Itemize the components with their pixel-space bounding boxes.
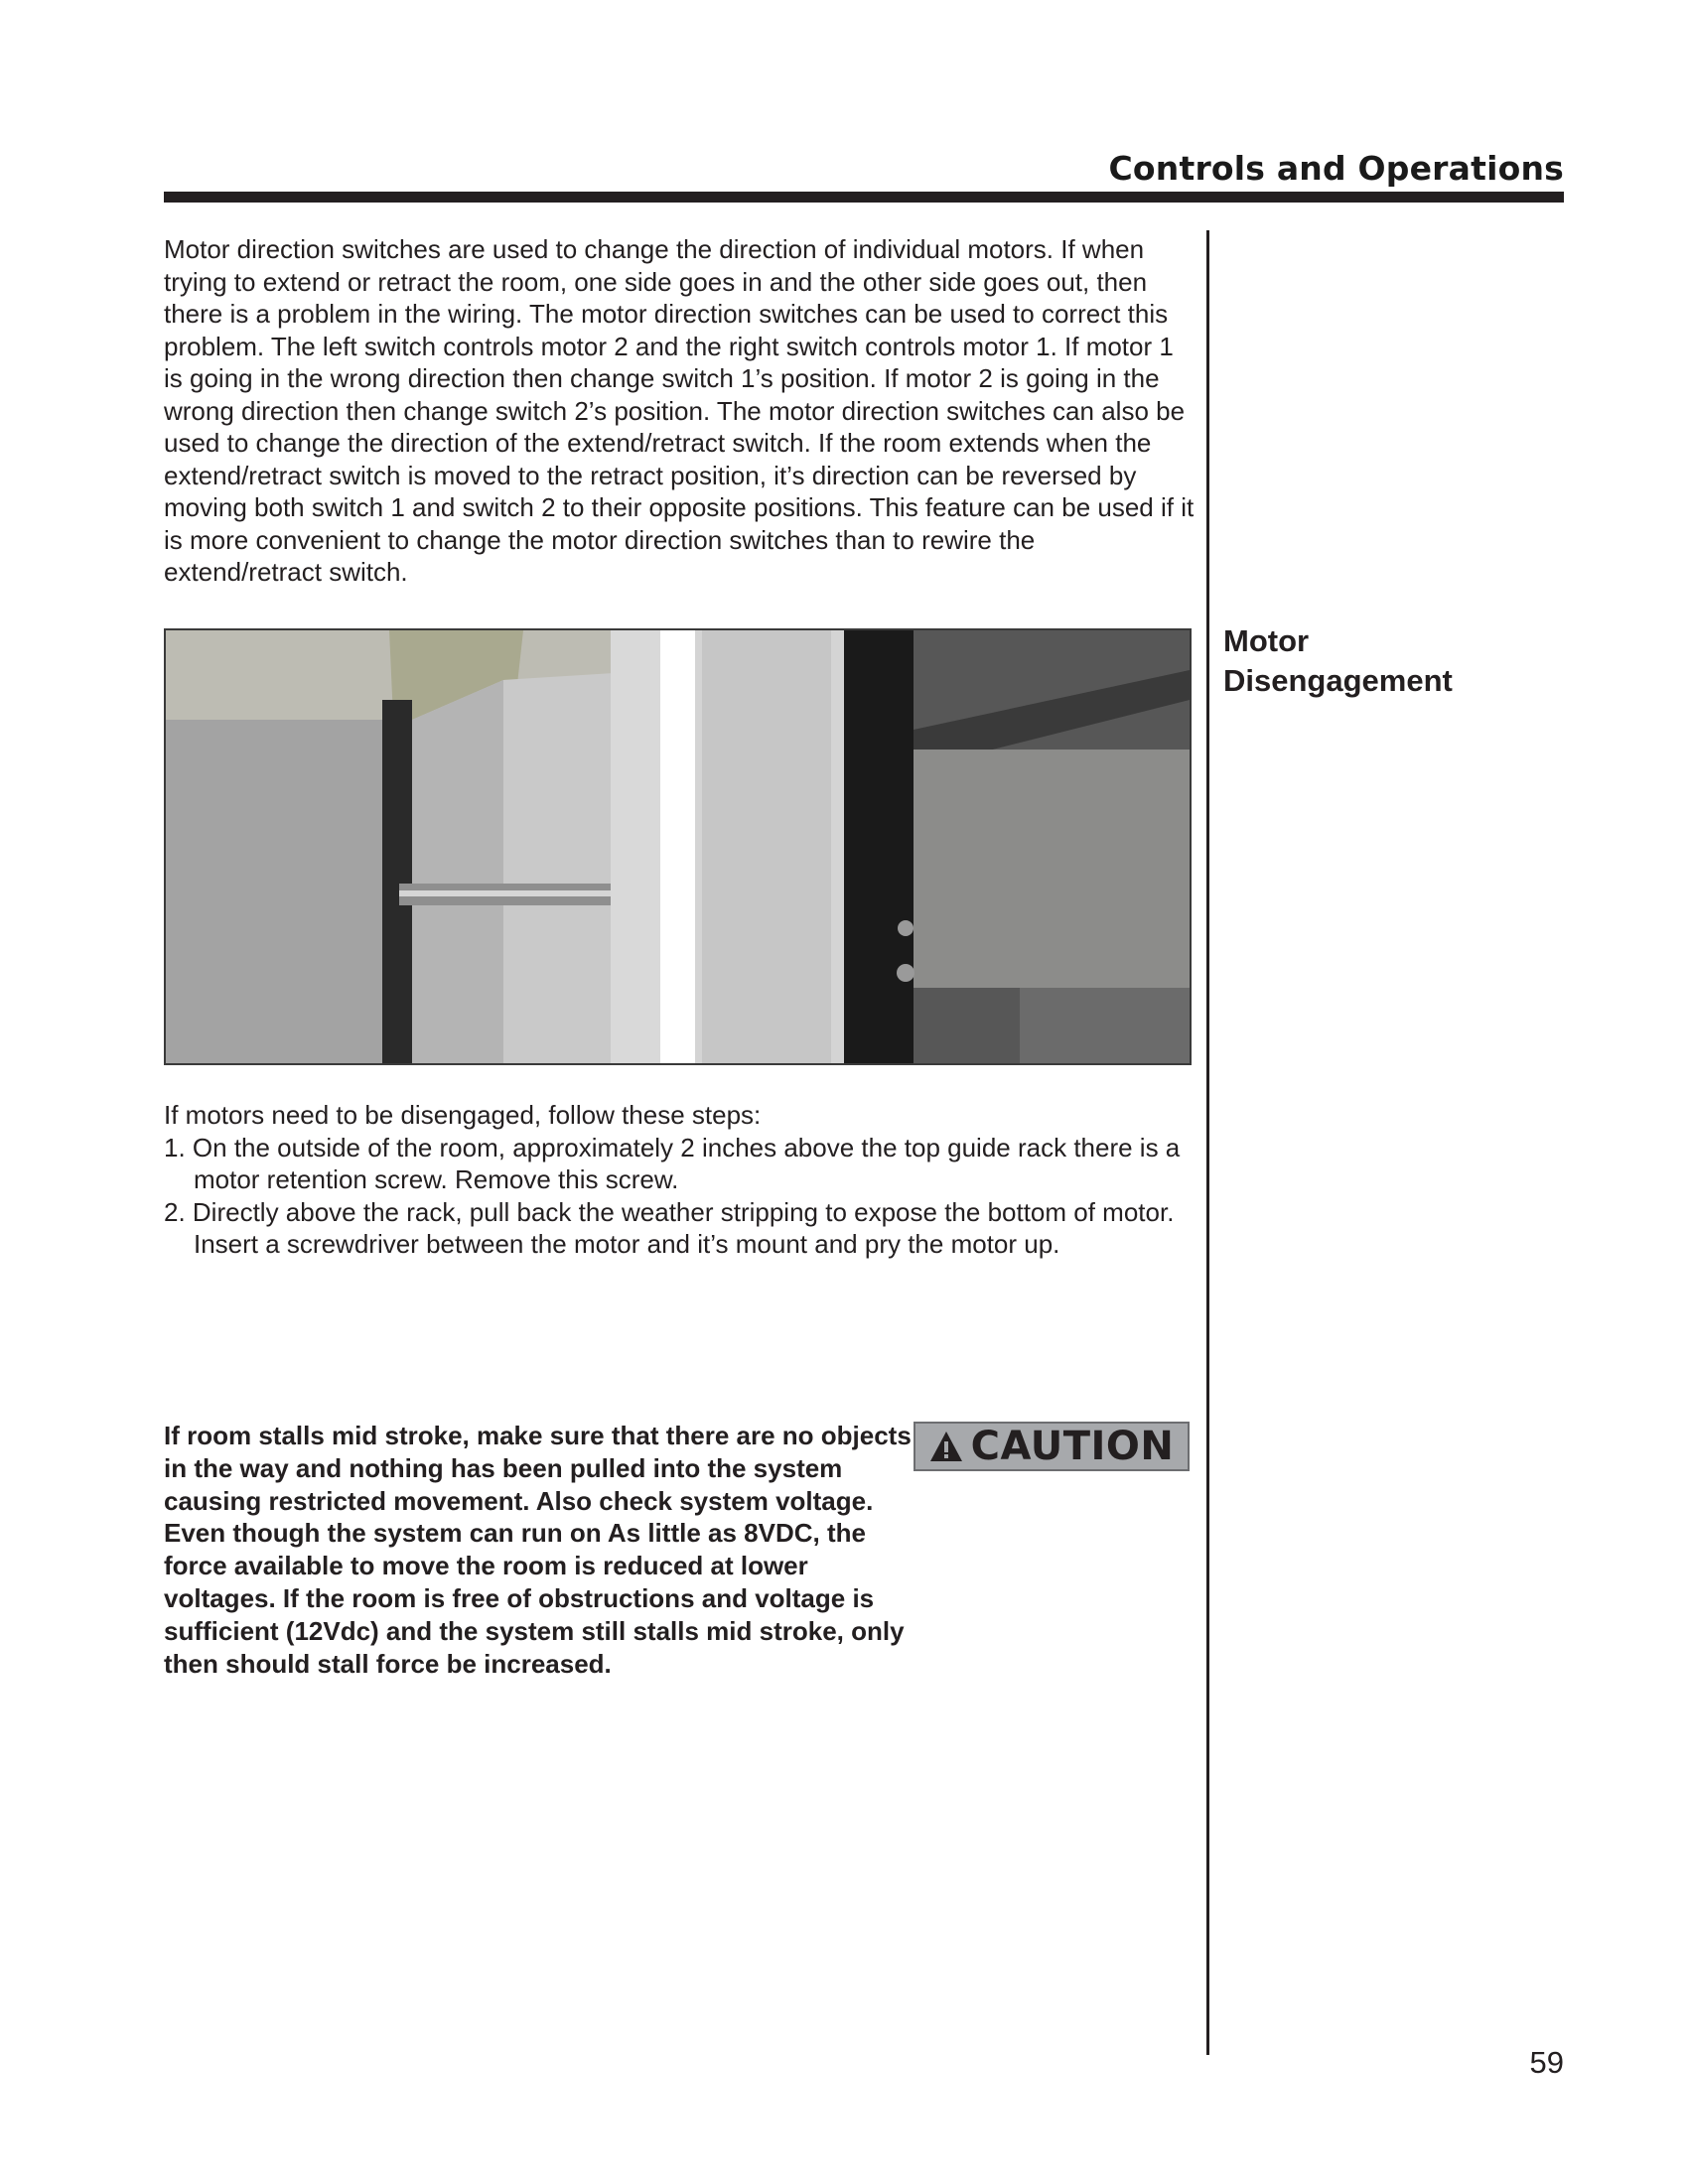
page-number: 59 [1529,2045,1564,2080]
steps-intro: If motors need to be disengaged, follow these steps: [164,1100,762,1130]
warning-triangle-icon [929,1431,963,1462]
side-heading-line1: Motor [1223,623,1310,658]
caution-label: CAUTION [970,1424,1175,1469]
steps-list [164,1132,1196,1261]
disengage-steps [164,1099,1196,1261]
section-header-title: Controls and Operations [1108,149,1564,188]
step-item: 2. Directly above the rack, pull back the weather stripping to expose the bottom of motor. Insert a screwdriver between the motor and it’s mount and pry the motor up. [164,1196,1175,1259]
side-heading-line2: Disengagement [1223,663,1453,698]
caution-badge [914,1422,1190,1471]
vertical-divider [1206,230,1209,2055]
step-item: 1. On the outside of the room, approximately 2 inches above the top guide rack there is a motor retention screw. Remove this screw. [164,1132,1181,1194]
motor-photo-illustration [166,630,1190,1063]
side-heading-motor-disengagement [1223,621,1551,701]
motor-photo-figure [164,628,1192,1065]
caution-text: If room stalls mid stroke, make sure that there are no objects in the way and nothing has been pulled into the system causing restricted movement. Also check system voltage. Even though the system can run on As little as 8VDC, the force available to move the room is reduced at lower voltages. If the room is free of obstructions and voltage is sufficient (12Vdc) and the system still stalls mid stroke, only then should stall force be increased. [164,1421,912,1679]
header-rule [164,192,1564,203]
intro-paragraph: Motor direction switches are used to change the direction of individual motors. If when trying to extend or retract the room, one side goes in and the other side goes out, then there is a problem in the wiring. The motor direction switches can be used to correct this problem. The left switch controls motor 2 and the right switch controls motor 1. If motor 1 is going in the wrong direction then change switch 1’s position. If motor 2 is going in the wrong direction then change switch 2’s position. The motor direction switches can also be used to change the direction of the extend/retract switch. If the room extends when the extend/retract switch is moved to the retract position, it’s direction can be reversed by moving both switch 1 and switch 2 to their opposite positions. This feature can be used if it is more convenient to change the motor direction switches than to rewire the extend/retract switch. [164,234,1195,587]
